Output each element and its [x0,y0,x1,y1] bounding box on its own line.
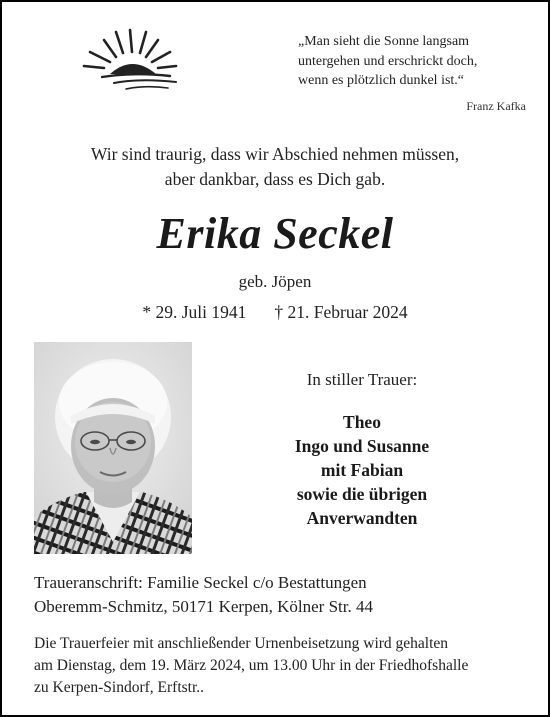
deceased-name: Erika Seckel [156,209,394,258]
quote-line: untergehen und erschrickt doch, [298,53,478,69]
funeral-details [34,633,534,699]
funeral-line: Die Trauerfeier mit anschließender Urnenbeisetzung wird gehalten [34,635,449,652]
intro-text [2,142,548,192]
kafka-quote [298,32,528,91]
life-dates [2,302,548,323]
address-line: Traueranschrift: Familie Seckel c/o Bestattungen [34,573,367,592]
funeral-line: zu Kerpen-Sindorf, Erftstr.. [34,679,205,696]
mourning-address [34,571,534,619]
mourner-line: Ingo und Susanne [294,436,430,456]
intro-line: aber dankbar, dass es Dich gab. [164,169,386,189]
portrait-photo [34,342,192,554]
mourner-line: Theo [343,412,381,432]
mourner-line: Anverwandten [306,508,418,528]
quote-line: „Man sieht die Sonne langsam [298,34,470,49]
mourner-line: sowie die übrigen [296,484,428,504]
intro-line: Wir sind traurig, dass wir Abschied nehmen müssen, [90,144,460,164]
mourners-list [252,410,472,530]
funeral-line: am Dienstag, dem 19. März 2024, um 13.00 Uhr in der Friedhofshalle [34,657,469,674]
quote-line: wenn es plötzlich dunkel ist.“ [298,73,465,88]
birth-date: * 29. Juli 1941 [142,302,247,322]
sunset-icon [80,26,190,94]
maiden-name: geb. Jöpen [238,272,312,291]
mourning-heading: In stiller Trauer: [306,370,418,389]
quote-author: Franz Kafka [466,99,526,113]
death-date: † 21. Februar 2024 [274,302,408,322]
address-line: Oberemm-Schmitz, 50171 Kerpen, Kölner Str. 44 [34,597,373,616]
mourner-line: mit Fabian [320,460,404,480]
